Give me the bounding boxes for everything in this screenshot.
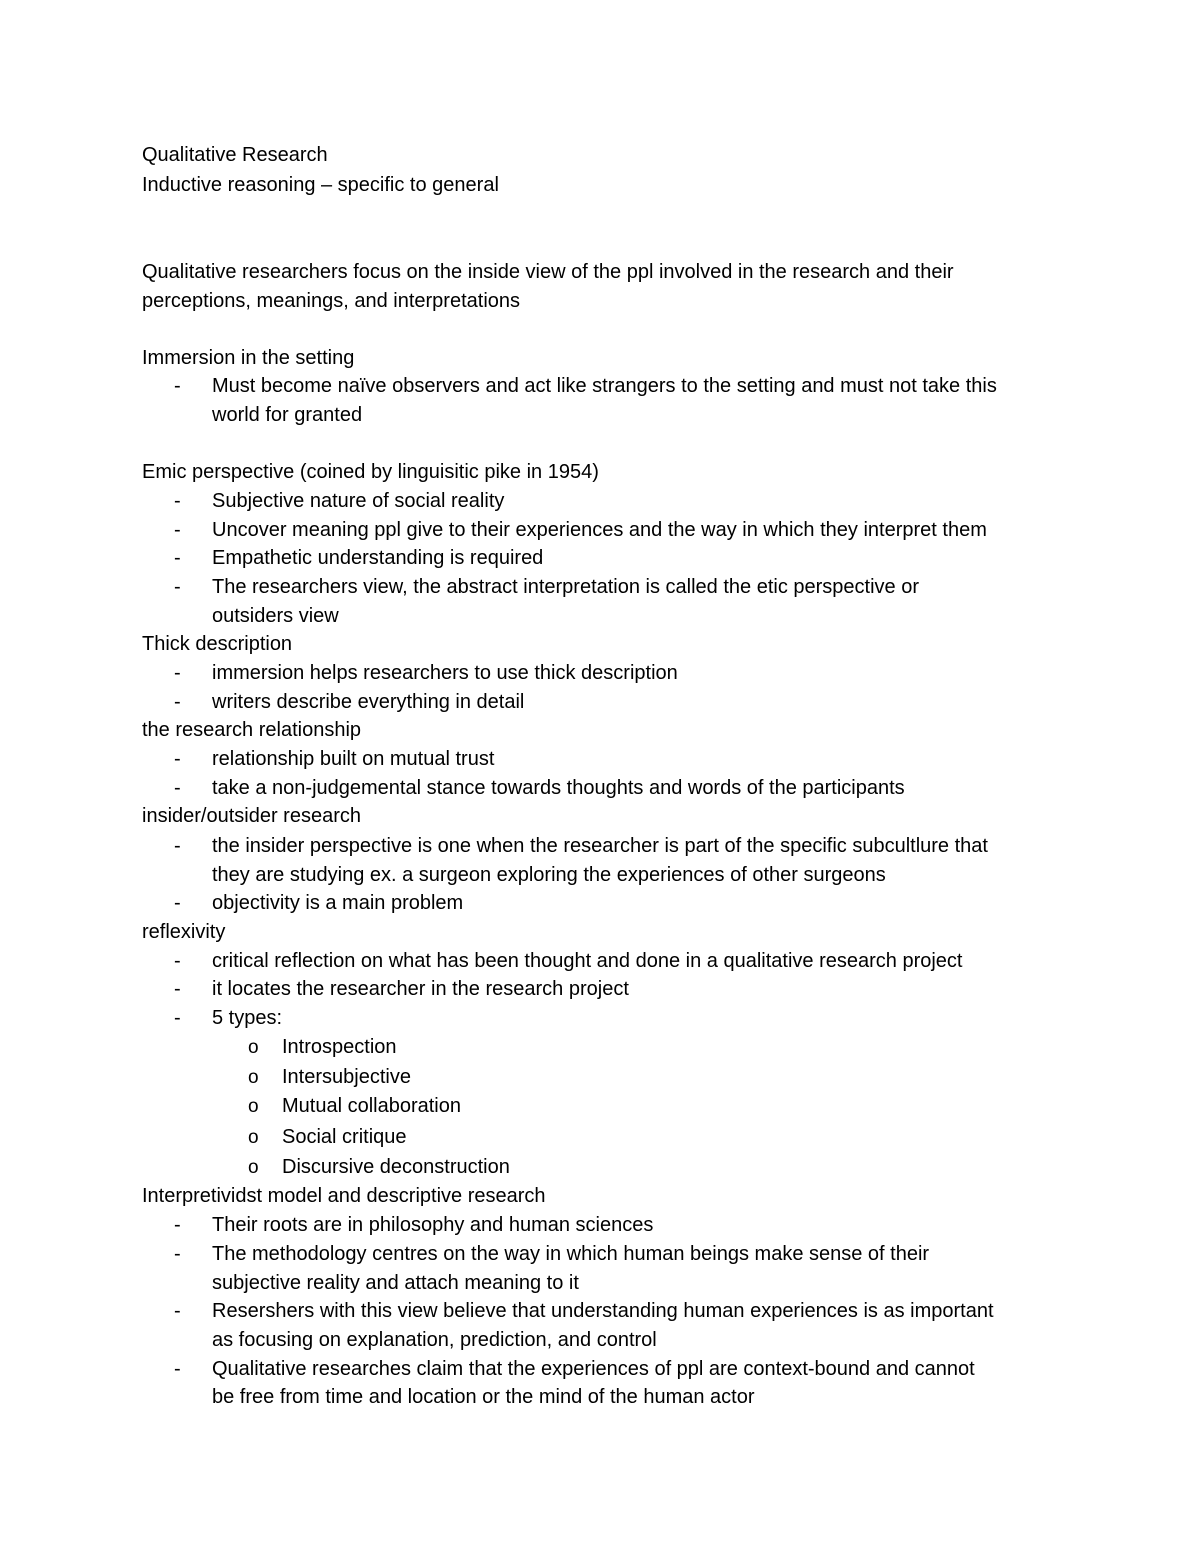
list-item-continuation: they are studying ex. a surgeon exploring the experiences of other surgeons bbox=[212, 864, 886, 886]
list-item-continuation: as focusing on explanation, prediction, and control bbox=[212, 1329, 657, 1351]
sub-list-item: Social critique bbox=[282, 1126, 407, 1148]
bullet-circle-icon: o bbox=[248, 1157, 259, 1178]
list-item-continuation: subjective reality and attach meaning to it bbox=[212, 1272, 579, 1294]
sub-list-item: Intersubjective bbox=[282, 1066, 411, 1088]
bullet-circle-icon: o bbox=[248, 1096, 259, 1117]
list-item: objectivity is a main problem bbox=[212, 892, 464, 914]
bullet-dash-icon: - bbox=[174, 748, 181, 770]
bullet-dash-icon: - bbox=[174, 1007, 181, 1029]
bullet-dash-icon: - bbox=[174, 519, 181, 541]
list-item: Qualitative researches claim that the experiences of ppl are context-bound and cannot bbox=[212, 1358, 975, 1380]
list-item: it locates the researcher in the research project bbox=[212, 978, 629, 1000]
bullet-dash-icon: - bbox=[174, 691, 181, 713]
list-item: Empathetic understanding is required bbox=[212, 547, 544, 569]
bullet-dash-icon: - bbox=[174, 547, 181, 569]
bullet-dash-icon: - bbox=[174, 490, 181, 512]
list-item: The researchers view, the abstract interpretation is called the etic perspective or bbox=[212, 576, 920, 598]
bullet-circle-icon: o bbox=[248, 1067, 259, 1088]
list-item: The methodology centres on the way in which human beings make sense of their bbox=[212, 1243, 930, 1265]
bullet-circle-icon: o bbox=[248, 1127, 259, 1148]
bullet-dash-icon: - bbox=[174, 375, 181, 397]
bullet-dash-icon: - bbox=[174, 777, 181, 799]
list-item-continuation: world for granted bbox=[212, 404, 363, 426]
sub-list-item: Discursive deconstruction bbox=[282, 1156, 510, 1178]
bullet-dash-icon: - bbox=[174, 1243, 181, 1265]
list-item: Must become naïve observers and act like strangers to the setting and must not take this bbox=[212, 375, 997, 397]
bullet-dash-icon: - bbox=[174, 576, 181, 598]
bullet-dash-icon: - bbox=[174, 950, 181, 972]
intro-line-1: Qualitative researchers focus on the inside view of the ppl involved in the research and their bbox=[142, 261, 954, 283]
list-item: Uncover meaning ppl give to their experiences and the way in which they interpret them bbox=[212, 519, 987, 541]
document-subtitle: Inductive reasoning – specific to general bbox=[142, 174, 499, 196]
list-item-continuation: outsiders view bbox=[212, 605, 339, 627]
bullet-dash-icon: - bbox=[174, 662, 181, 684]
sub-list-item: Mutual collaboration bbox=[282, 1095, 461, 1117]
list-item: take a non-judgemental stance towards thoughts and words of the participants bbox=[212, 777, 905, 799]
bullet-dash-icon: - bbox=[174, 978, 181, 1000]
list-item: immersion helps researchers to use thick description bbox=[212, 662, 678, 684]
section-heading-relationship: the research relationship bbox=[142, 719, 362, 741]
section-heading-insider: insider/outsider research bbox=[142, 805, 361, 827]
bullet-dash-icon: - bbox=[174, 892, 181, 914]
section-heading-reflexivity: reflexivity bbox=[142, 921, 226, 943]
intro-line-2: perceptions, meanings, and interpretations bbox=[142, 290, 521, 312]
list-item: the insider perspective is one when the researcher is part of the specific subcultlure that bbox=[212, 835, 988, 857]
document-title: Qualitative Research bbox=[142, 144, 328, 166]
bullet-dash-icon: - bbox=[174, 1214, 181, 1236]
section-heading-thick: Thick description bbox=[142, 633, 293, 655]
list-item: Their roots are in philosophy and human sciences bbox=[212, 1214, 654, 1236]
list-item: Resershers with this view believe that understanding human experiences is as important bbox=[212, 1300, 994, 1322]
bullet-dash-icon: - bbox=[174, 1300, 181, 1322]
section-heading-interpretivist: Interpretividst model and descriptive research bbox=[142, 1185, 546, 1207]
sub-list-item: Introspection bbox=[282, 1036, 397, 1058]
section-heading-emic: Emic perspective (coined by linguisitic pike in 1954) bbox=[142, 461, 599, 483]
bullet-circle-icon: o bbox=[248, 1037, 259, 1058]
list-item: relationship built on mutual trust bbox=[212, 748, 495, 770]
list-item: Subjective nature of social reality bbox=[212, 490, 505, 512]
section-heading-immersion: Immersion in the setting bbox=[142, 347, 355, 369]
bullet-dash-icon: - bbox=[174, 1358, 181, 1380]
bullet-dash-icon: - bbox=[174, 835, 181, 857]
list-item: critical reflection on what has been thought and done in a qualitative research project bbox=[212, 950, 963, 972]
list-item: writers describe everything in detail bbox=[212, 691, 525, 713]
list-item: 5 types: bbox=[212, 1007, 283, 1029]
list-item-continuation: be free from time and location or the mind of the human actor bbox=[212, 1386, 755, 1408]
